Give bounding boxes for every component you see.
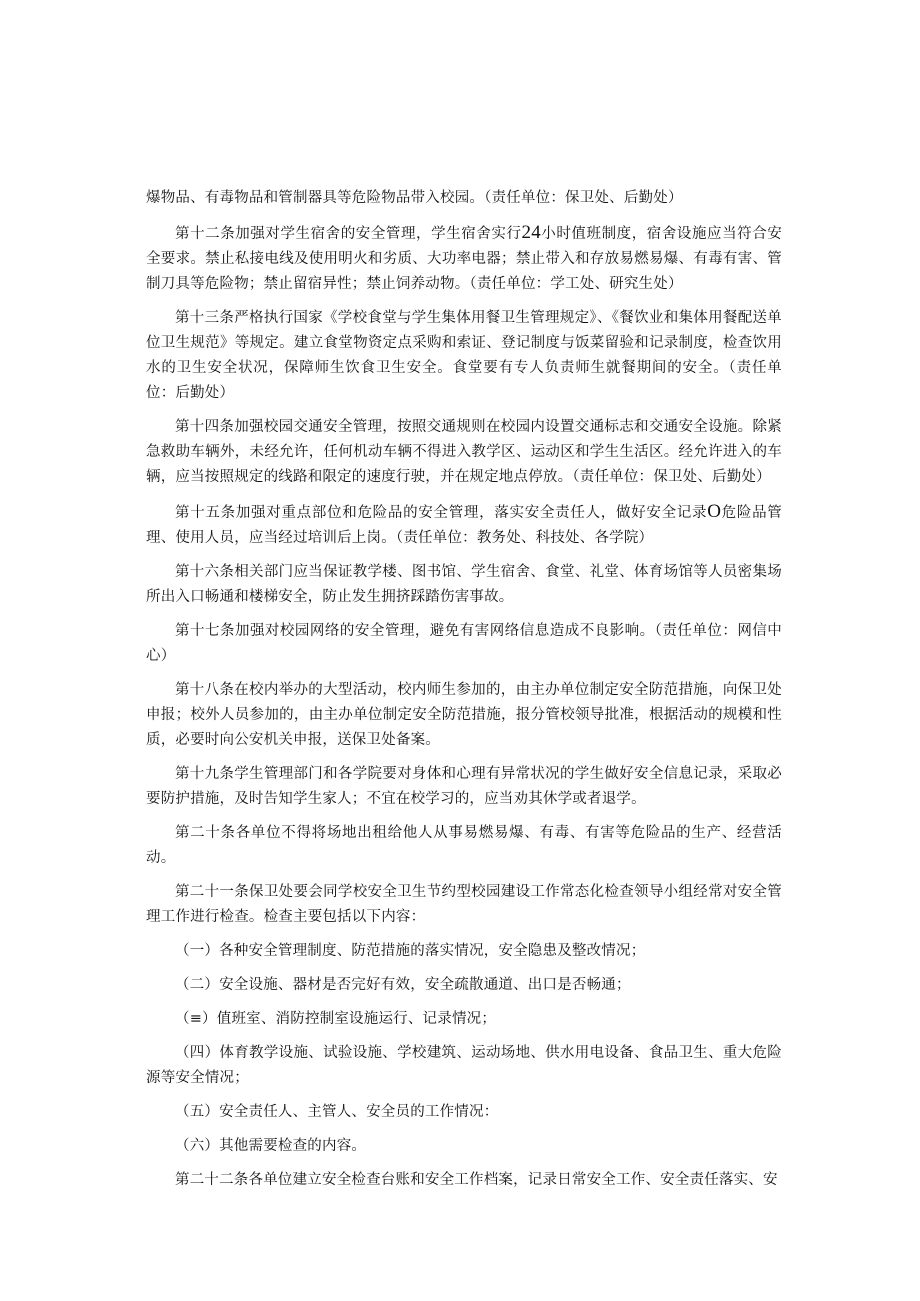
list-item-6: （六）其他需要检查的内容。 bbox=[175, 1138, 367, 1154]
list-item-2: （二）安全设施、器材是否完好有效，安全疏散通道、出口是否畅通； bbox=[175, 977, 631, 993]
article-15 bbox=[146, 499, 782, 551]
article-18: 第十八条在校内举办的大型活动，校内师生参加的，由主办单位制定安全防范措施，向保卫处申报；校外人员参加的，由主办单位制定安全防范措施，报分管校领导批准，根据活动的规模和性质，必要时向公安机关申报，送保卫处备案。 bbox=[146, 682, 782, 748]
article-12 bbox=[146, 220, 782, 297]
list-item-1: （一）各种安全管理制度、防范措施的落实情况，安全隐患及整改情况； bbox=[175, 943, 646, 959]
article-16: 第十六条相关部门应当保证教学楼、图书馆、学生宿舍、食堂、礼堂、体育场馆等人员密集场所出入口畅通和楼梯安全，防止发生拥挤踩踏伤害事故。 bbox=[146, 564, 782, 605]
list-item-5: （五）安全责任人、主管人、安全员的工作情况： bbox=[175, 1104, 499, 1120]
article-15-text-a: 第十五条加强对重点部位和危险品的安全管理，落实安全责任人，做好安全记录 bbox=[175, 505, 708, 521]
article-12-number: 24 bbox=[521, 222, 541, 243]
article-22: 第二十二条各单位建立安全检查台账和安全工作档案，记录日常安全工作、安全责任落实、安 bbox=[175, 1172, 778, 1188]
document-body bbox=[146, 186, 782, 1202]
article-21: 第二十一条保卫处要会同学校安全卫生节约型校园建设工作常态化检查领导小组经常对安全管理工作进行检查。检查主要包括以下内容： bbox=[146, 884, 782, 925]
article-13: 第十三条严格执行国家《学校食堂与学生集体用餐卫生管理规定》、《餐饮业和集体用餐配送单位卫生规范》等规定。建立食堂物资定点采购和索证、登记制度与饭菜留验和记录制度，检查饮用水的卫生安全状况，保障师生饮食卫生安全。食堂要有专人负责师生就餐期间的安全。（责任单位：后勤处） bbox=[146, 310, 782, 401]
article-12-text-b: 小时值班制度，宿舍设施应当符合安全要求。禁止私接电线及使用明火和劣质、大功率电器；禁止带入和存放易燃易爆、有毒有害、管制刀具等危险物；禁止留宿异性；禁止饲养动物。（责任单位：学工处、研究生处） bbox=[146, 226, 782, 292]
article-19: 第十九条学生管理部门和各学院要对身体和心理有异常状况的学生做好安全信息记录，采取必要防护措施，及时告知学生家人；不宜在校学习的，应当劝其休学或者退学。 bbox=[146, 766, 782, 807]
article-14: 第十四条加强校园交通安全管理，按照交通规则在校园内设置交通标志和交通安全设施。除紧急救助车辆外，未经允许，任何机动车辆不得进入教学区、运动区和学生生活区。经允许进入的车辆，应当按照规定的线路和限定的速度行驶，并在规定地点停放。（责任单位：保卫处、后勤处） bbox=[146, 419, 782, 485]
article-15-text-b: 危险品管理、使用人员，应当经过培训后上岗。（责任单位：教务处、科技处、各学院） bbox=[146, 505, 782, 546]
paragraph-continued: 爆物品、有毒物品和管制器具等危险物品带入校园。（责任单位：保卫处、后勤处） bbox=[146, 190, 683, 206]
list-item-3: （≡）值班室、消防控制室设施运行、记录情况； bbox=[175, 1011, 497, 1027]
article-12-text-a: 第十二条加强对学生宿舍的安全管理，学生宿舍实行 bbox=[175, 226, 522, 242]
list-item-4: （四）体育教学设施、试验设施、学校建筑、运动场地、供水用电设备、食品卫生、重大危险源等安全情况； bbox=[146, 1045, 782, 1086]
article-17: 第十七条加强对校园网络的安全管理，避免有害网络信息造成不良影响。（责任单位：网信中心） bbox=[146, 623, 782, 664]
article-20: 第二十条各单位不得将场地出租给他人从事易燃易爆、有毒、有害等危险品的生产、经营活动。 bbox=[146, 825, 782, 866]
article-15-symbol: O bbox=[707, 501, 722, 522]
